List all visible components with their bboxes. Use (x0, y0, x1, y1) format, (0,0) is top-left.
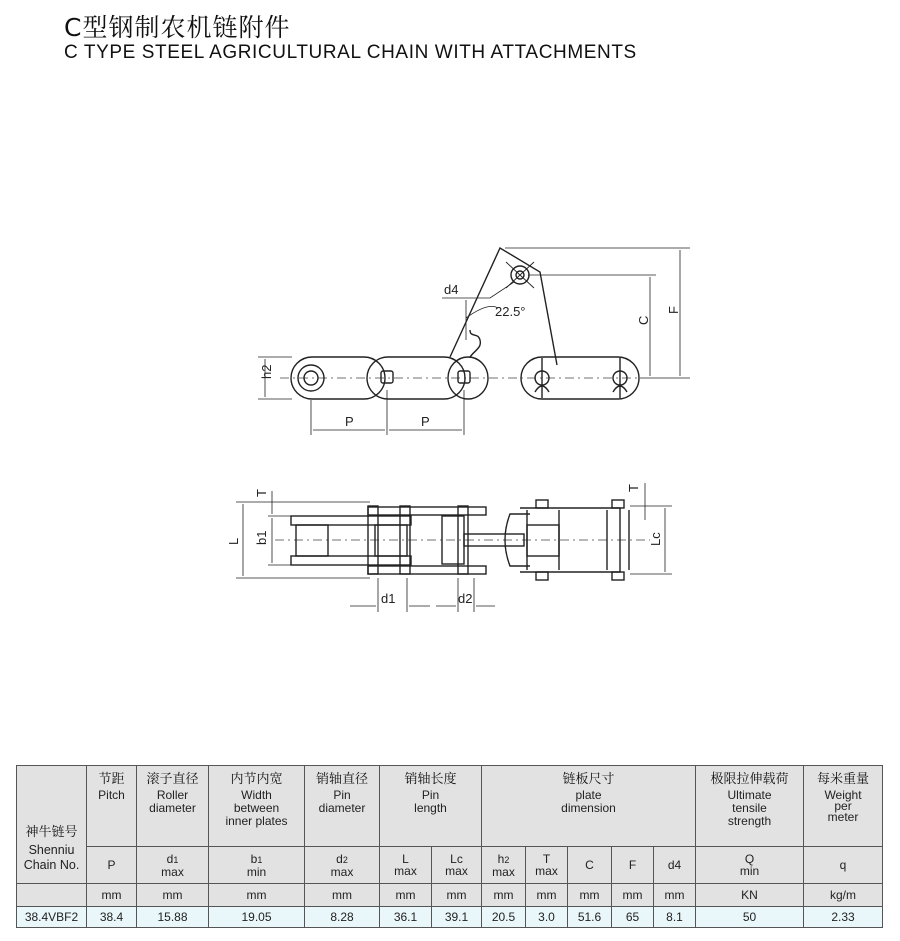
symbol-lc: Lc max (432, 847, 482, 884)
cell-roller: 15.88 (137, 907, 209, 928)
symbol-h2: h2 max (482, 847, 526, 884)
label-b1: b1 (254, 530, 269, 545)
symbol-q-tensile: Q min (696, 847, 804, 884)
table-row (17, 907, 883, 928)
unit-cell: mm (87, 884, 137, 907)
symbol-d1: d1 max (137, 847, 209, 884)
chain-spec-table (16, 765, 883, 928)
unit-cell: mm (137, 884, 209, 907)
symbol-q-weight: q (804, 847, 883, 884)
symbol-d2: d2 max (305, 847, 380, 884)
label-t-left: T (254, 489, 269, 497)
table-symbol-row (17, 847, 883, 884)
top-view (275, 500, 650, 580)
side-view (280, 248, 640, 399)
pin-diameter-header: 销轴直径 Pin diameter (305, 766, 380, 847)
label-lc: Lc (648, 532, 663, 546)
symbol-f: F (612, 847, 654, 884)
roller-header: 滚子直径 Roller diameter (137, 766, 209, 847)
label-l: L (226, 537, 241, 545)
side-view-labels (259, 282, 681, 429)
unit-cell: mm (209, 884, 305, 907)
page-title-english: C TYPE STEEL AGRICULTURAL CHAIN WITH ATTACHMENTS (64, 42, 637, 63)
page-title-chinese: C型钢制农机链附件 (64, 13, 291, 42)
unit-cell: mm (305, 884, 380, 907)
label-c: C (636, 315, 651, 325)
unit-cell: mm (380, 884, 432, 907)
unit-cell: mm (482, 884, 526, 907)
cell-d4: 8.1 (654, 907, 696, 928)
symbol-d4: d4 (654, 847, 696, 884)
label-h2: h2 (259, 364, 274, 379)
cell-pitch: 38.4 (87, 907, 137, 928)
cell-pin-length-lc: 39.1 (432, 907, 482, 928)
label-d4: d4 (444, 282, 459, 297)
symbol-c: C (568, 847, 612, 884)
label-p-second: P (421, 414, 430, 429)
pitch-header: 节距 Pitch (87, 766, 137, 847)
pin-length-header: 销轴长度 Pin length (380, 766, 482, 847)
label-angle: 22.5° (495, 304, 526, 319)
unit-cell: KN (696, 884, 804, 907)
chain-no-header: 神牛链号 Shenniu Chain No. (17, 766, 87, 884)
cell-weight: 2.33 (804, 907, 883, 928)
unit-cell: mm (654, 884, 696, 907)
width-header: 内节内宽 Width between inner plates (209, 766, 305, 847)
symbol-t: T max (526, 847, 568, 884)
cell-c: 51.6 (568, 907, 612, 928)
cell-pin-length-l: 36.1 (380, 907, 432, 928)
weight-header: 每米重量 Weight per meter (804, 766, 883, 847)
unit-blank (17, 884, 87, 907)
cell-h2: 20.5 (482, 907, 526, 928)
tensile-header: 极限拉伸载荷 Ultimate tensile strength (696, 766, 804, 847)
label-f: F (666, 306, 681, 314)
unit-cell: kg/m (804, 884, 883, 907)
cell-chain-no: 38.4VBF2 (17, 907, 87, 928)
cell-width: 19.05 (209, 907, 305, 928)
cell-f: 65 (612, 907, 654, 928)
unit-cell: mm (432, 884, 482, 907)
symbol-l: L max (380, 847, 432, 884)
unit-cell: mm (526, 884, 568, 907)
cell-tensile: 50 (696, 907, 804, 928)
label-t-right: T (626, 484, 641, 492)
label-d1: d1 (381, 591, 396, 606)
side-view-dimensions (258, 248, 690, 435)
table-unit-row (17, 884, 883, 907)
label-d2: d2 (458, 591, 473, 606)
symbol-b1: b1 min (209, 847, 305, 884)
unit-cell: mm (612, 884, 654, 907)
label-p-first: P (345, 414, 354, 429)
unit-cell: mm (568, 884, 612, 907)
plate-dimension-header: 链板尺寸 plate dimension (482, 766, 696, 847)
cell-t: 3.0 (526, 907, 568, 928)
symbol-p: P (87, 847, 137, 884)
cell-pin-diameter: 8.28 (305, 907, 380, 928)
table-header-row (17, 766, 883, 847)
